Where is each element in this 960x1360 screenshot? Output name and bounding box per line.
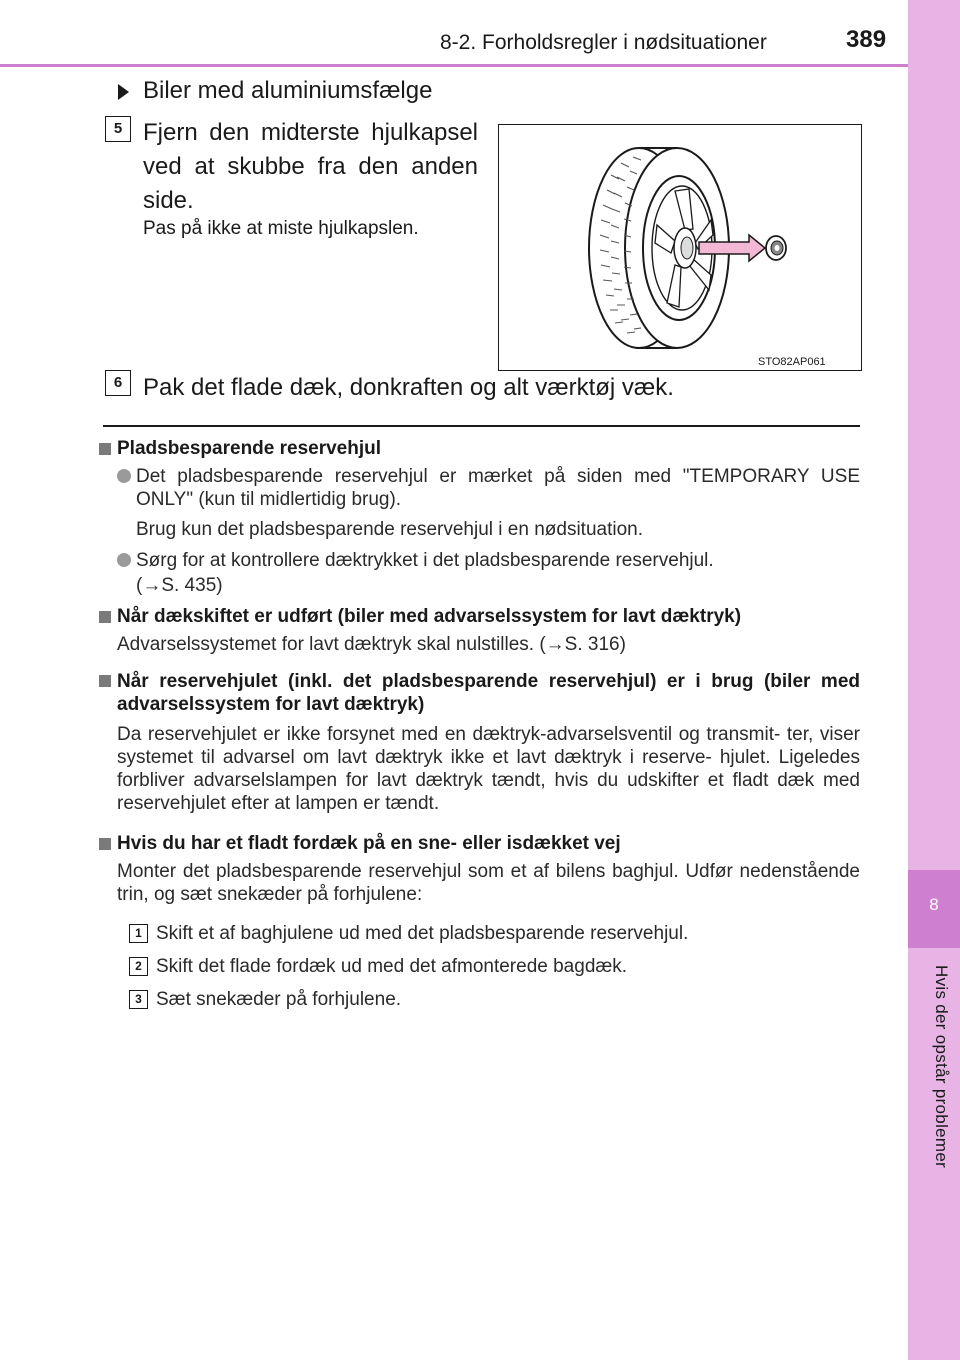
circle-bullet-icon [117, 469, 131, 483]
note-heading-4: Hvis du har et fladt fordæk på en sne- eller isdækket vej [117, 833, 621, 854]
step-6-text: Pak det flade dæk, donkraften og alt værktøj væk. [143, 374, 674, 401]
bullet-heading: Biler med aluminiumsfælge [143, 77, 433, 104]
note-3-body: Da reservehjulet er ikke forsynet med en dæktryk-advarselsventil og transmit- ter, viser systemet til advarsel om lavt dæktryk ikke et lavt dæktryk i reserve- hjulet. Ligeledes forbliver advarselslampen for lavt dæktryk tændt, hvis du udskifter et fladt dæk med reservehjulet efter at lampen er tændt. [117, 724, 860, 814]
note-1-bullet-1-cont: Brug kun det pladsbesparende reservehjul i en nødsituation. [136, 519, 643, 540]
section-title: 8-2. Forholdsregler i nødsituationer [440, 31, 767, 54]
substep-1-text: Skift et af baghjulene ud med det pladsbesparende reservehjul. [156, 923, 689, 944]
square-bullet-icon [99, 611, 111, 623]
chapter-number: 8 [929, 895, 939, 914]
step-5-note: Pas på ikke at miste hjulkapslen. [143, 218, 419, 239]
note-1-bullet-2: Sørg for at kontrollere dæktrykket i det pladsbesparende reservehjul. [136, 550, 714, 571]
note-1-bullet-1: Det pladsbesparende reservehjul er mærket på siden med "TEMPORARY USE ONLY" (kun til midlertidig brug). [136, 466, 860, 510]
substep-number-1: 1 [129, 924, 148, 943]
square-bullet-icon [99, 443, 111, 455]
substep-number-3: 3 [129, 990, 148, 1009]
square-bullet-icon [99, 675, 111, 687]
substep-number-2: 2 [129, 957, 148, 976]
substep-3-text: Sæt snekæder på forhjulene. [156, 989, 402, 1010]
step-number-6: 6 [105, 370, 131, 396]
note-heading-2: Når dækskiftet er udført (biler med advarselssystem for lavt dæktryk) [117, 606, 742, 627]
step-5-text: Fjern den midterste hjulkapsel ved at skubbe fra den anden side. [143, 119, 478, 214]
note-heading-1: Pladsbesparende reservehjul [117, 438, 382, 459]
circle-bullet-icon [117, 553, 131, 567]
note-4-body: Monter det pladsbesparende reservehjul som et af bilens baghjul. Udfør nedenstående trin, og sæt snekæder på forhjulene: [117, 861, 860, 905]
square-bullet-icon [99, 838, 111, 850]
chapter-title: Hvis der opstår problemer [932, 965, 951, 1169]
note-heading-3: Når reservehjulet (inkl. det pladsbesparende reservehjul) er i brug (biler med advarselssystem for lavt dæktryk) [117, 671, 860, 715]
wheel-illustration [498, 124, 862, 371]
note-1-bullet-2-ref: (→S. 435) [136, 575, 223, 596]
figure-label: STO82AP061 [758, 356, 826, 368]
section-divider [103, 425, 860, 427]
note-2-body: Advarselssystemet for lavt dæktryk skal nulstilles. (→S. 316) [117, 634, 626, 655]
triangle-bullet-icon [118, 84, 129, 100]
step-number-5: 5 [105, 116, 131, 142]
substep-2-text: Skift det flade fordæk ud med det afmonterede bagdæk. [156, 956, 628, 977]
page-number: 389 [846, 26, 887, 53]
header-divider [0, 64, 908, 67]
wheel-cap-removal-icon [499, 125, 861, 370]
